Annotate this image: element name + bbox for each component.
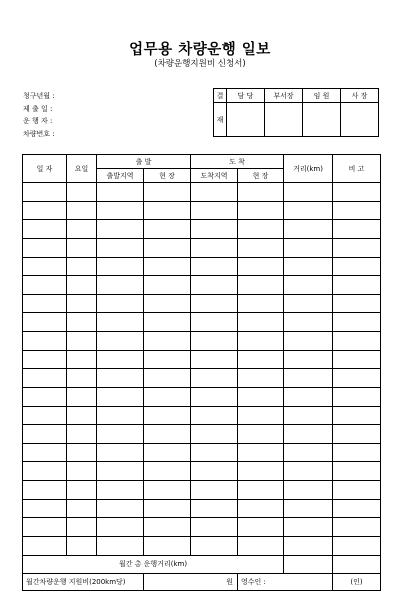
date-cell[interactable] — [23, 369, 67, 388]
arrive-area-cell[interactable] — [191, 369, 238, 388]
table-row — [23, 350, 381, 369]
day-cell[interactable] — [67, 481, 97, 500]
depart-area-cell[interactable] — [97, 257, 144, 276]
day-cell[interactable] — [67, 443, 97, 462]
table-row — [23, 332, 381, 351]
day-cell[interactable] — [67, 499, 97, 518]
arrive-area-cell[interactable] — [191, 257, 238, 276]
depart-area-cell[interactable] — [97, 443, 144, 462]
arrive-area-cell[interactable] — [191, 350, 238, 369]
table-row — [23, 518, 381, 537]
depart-site-cell[interactable] — [144, 220, 191, 239]
table-row — [23, 183, 381, 202]
note-cell[interactable] — [333, 462, 381, 481]
approval-sign-cell[interactable] — [341, 103, 379, 137]
note-cell[interactable] — [333, 350, 381, 369]
depart-site-cell[interactable] — [144, 183, 191, 202]
distance-cell[interactable] — [284, 387, 333, 406]
approval-sign-cell[interactable] — [227, 103, 265, 137]
seal-label: (인) — [333, 573, 381, 590]
col-depart-header: 출 발 — [97, 155, 191, 169]
distance-cell[interactable] — [284, 518, 333, 537]
table-row — [23, 294, 381, 313]
depart-area-cell[interactable] — [97, 499, 144, 518]
depart-area-cell[interactable] — [97, 183, 144, 202]
day-cell[interactable] — [67, 238, 97, 257]
depart-site-cell[interactable] — [144, 406, 191, 425]
arrive-site-cell[interactable] — [238, 276, 284, 295]
note-cell[interactable] — [333, 369, 381, 388]
depart-site-cell[interactable] — [144, 536, 191, 555]
note-cell[interactable] — [333, 276, 381, 295]
depart-area-cell[interactable] — [97, 387, 144, 406]
distance-cell[interactable] — [284, 536, 333, 555]
arrive-site-cell[interactable] — [238, 183, 284, 202]
info-block — [23, 90, 55, 140]
depart-area-cell[interactable] — [97, 332, 144, 351]
arrive-site-cell[interactable] — [238, 369, 284, 388]
distance-cell[interactable] — [284, 313, 333, 332]
day-cell[interactable] — [67, 276, 97, 295]
depart-site-cell[interactable] — [144, 350, 191, 369]
arrive-site-cell[interactable] — [238, 443, 284, 462]
depart-site-cell[interactable] — [144, 294, 191, 313]
arrive-site-cell[interactable] — [238, 462, 284, 481]
arrive-area-cell[interactable] — [191, 387, 238, 406]
table-row — [23, 387, 381, 406]
sub-depart-site-header: 현 장 — [144, 169, 191, 183]
day-cell[interactable] — [67, 462, 97, 481]
distance-cell[interactable] — [284, 406, 333, 425]
col-note-header: 비 고 — [333, 155, 381, 183]
day-cell[interactable] — [67, 387, 97, 406]
distance-cell[interactable] — [284, 425, 333, 444]
sub-arrive-site-header: 현 장 — [238, 169, 284, 183]
depart-site-cell[interactable] — [144, 276, 191, 295]
approval-sign-cell[interactable] — [265, 103, 303, 137]
depart-area-cell[interactable] — [97, 536, 144, 555]
depart-area-cell[interactable] — [97, 350, 144, 369]
depart-site-cell[interactable] — [144, 425, 191, 444]
col-arrive-header: 도 착 — [191, 155, 284, 169]
sub-arrive-area-header: 도착지역 — [191, 169, 238, 183]
distance-cell[interactable] — [284, 369, 333, 388]
approval-role-executive: 임 원 — [303, 89, 341, 103]
arrive-area-cell[interactable] — [191, 294, 238, 313]
arrive-area-cell[interactable] — [191, 276, 238, 295]
approval-role-dept-head: 부서장 — [265, 89, 303, 103]
distance-cell[interactable] — [284, 499, 333, 518]
arrive-area-cell[interactable] — [191, 201, 238, 220]
day-cell[interactable] — [67, 332, 97, 351]
depart-site-cell[interactable] — [144, 313, 191, 332]
date-cell[interactable] — [23, 406, 67, 425]
col-date-header: 일 자 — [23, 155, 67, 183]
table-row — [23, 220, 381, 239]
note-cell[interactable] — [333, 313, 381, 332]
note-cell[interactable] — [333, 536, 381, 555]
depart-site-cell[interactable] — [144, 481, 191, 500]
note-cell[interactable] — [333, 387, 381, 406]
date-cell[interactable] — [23, 201, 67, 220]
depart-area-cell[interactable] — [97, 238, 144, 257]
table-row — [23, 201, 381, 220]
submit-date-label: 제 출 일 : — [23, 104, 53, 113]
table-row — [23, 481, 381, 500]
day-cell[interactable] — [67, 536, 97, 555]
date-cell[interactable] — [23, 220, 67, 239]
depart-area-cell[interactable] — [97, 425, 144, 444]
note-cell[interactable] — [333, 481, 381, 500]
receiver-label: 영수인 : — [238, 573, 333, 590]
depart-area-cell[interactable] — [97, 406, 144, 425]
arrive-site-cell[interactable] — [238, 499, 284, 518]
approval-box — [213, 88, 379, 137]
date-cell[interactable] — [23, 294, 67, 313]
approval-role-president: 사 장 — [341, 89, 379, 103]
day-cell[interactable] — [67, 201, 97, 220]
arrive-site-cell[interactable] — [238, 332, 284, 351]
depart-site-cell[interactable] — [144, 201, 191, 220]
day-cell[interactable] — [67, 220, 97, 239]
arrive-site-cell[interactable] — [238, 425, 284, 444]
driver-label: 운 행 자 : — [23, 117, 53, 125]
arrive-area-cell[interactable] — [191, 518, 238, 537]
note-cell[interactable] — [333, 220, 381, 239]
arrive-area-cell[interactable] — [191, 238, 238, 257]
date-cell[interactable] — [23, 183, 67, 202]
date-cell[interactable] — [23, 536, 67, 555]
form-title: 업무용 차량운행 일보 — [129, 42, 271, 58]
day-cell[interactable] — [67, 183, 97, 202]
day-cell[interactable] — [67, 406, 97, 425]
date-cell[interactable] — [23, 350, 67, 369]
date-cell[interactable] — [23, 481, 67, 500]
depart-area-cell[interactable] — [97, 294, 144, 313]
day-cell[interactable] — [67, 518, 97, 537]
distance-cell[interactable] — [284, 332, 333, 351]
day-cell[interactable] — [67, 425, 97, 444]
arrive-site-cell[interactable] — [238, 350, 284, 369]
col-day-header: 요일 — [67, 155, 97, 183]
day-cell[interactable] — [67, 294, 97, 313]
note-cell[interactable] — [333, 499, 381, 518]
table-row — [23, 443, 381, 462]
note-cell[interactable] — [333, 257, 381, 276]
date-cell[interactable] — [23, 462, 67, 481]
depart-area-cell[interactable] — [97, 462, 144, 481]
arrive-area-cell[interactable] — [191, 332, 238, 351]
date-cell[interactable] — [23, 443, 67, 462]
approval-sign-cell[interactable] — [303, 103, 341, 137]
note-cell[interactable] — [333, 183, 381, 202]
sub-depart-area-header: 출발지역 — [97, 169, 144, 183]
depart-site-cell[interactable] — [144, 462, 191, 481]
monthly-allowance-label: 월간차량운행 지원비(200km당) — [23, 573, 144, 590]
distance-cell[interactable] — [284, 481, 333, 500]
table-row — [23, 499, 381, 518]
distance-cell[interactable] — [284, 220, 333, 239]
depart-site-cell[interactable] — [144, 387, 191, 406]
arrive-site-cell[interactable] — [238, 294, 284, 313]
billing-month-label: 청구년월 : — [23, 92, 55, 100]
arrive-site-cell[interactable] — [238, 313, 284, 332]
note-cell[interactable] — [333, 294, 381, 313]
arrive-area-cell[interactable] — [191, 499, 238, 518]
depart-site-cell[interactable] — [144, 257, 191, 276]
table-row — [23, 536, 381, 555]
table-row — [23, 313, 381, 332]
distance-cell[interactable] — [284, 257, 333, 276]
arrive-area-cell[interactable] — [191, 462, 238, 481]
form-subtitle: (차량운행지원비 신청서) — [154, 59, 246, 69]
date-cell[interactable] — [23, 518, 67, 537]
date-cell[interactable] — [23, 238, 67, 257]
depart-site-cell[interactable] — [144, 499, 191, 518]
note-cell[interactable] — [333, 201, 381, 220]
distance-cell[interactable] — [284, 294, 333, 313]
arrive-site-cell[interactable] — [238, 201, 284, 220]
distance-cell[interactable] — [284, 350, 333, 369]
arrive-site-cell[interactable] — [238, 387, 284, 406]
depart-site-cell[interactable] — [144, 369, 191, 388]
table-row — [23, 462, 381, 481]
arrive-site-cell[interactable] — [238, 257, 284, 276]
table-row — [23, 369, 381, 388]
arrive-site-cell[interactable] — [238, 238, 284, 257]
date-cell[interactable] — [23, 332, 67, 351]
approval-side-top: 결 — [214, 89, 227, 103]
note-cell[interactable] — [333, 443, 381, 462]
arrive-area-cell[interactable] — [191, 313, 238, 332]
arrive-site-cell[interactable] — [238, 518, 284, 537]
distance-cell[interactable] — [284, 201, 333, 220]
distance-cell[interactable] — [284, 276, 333, 295]
note-cell[interactable] — [333, 238, 381, 257]
table-row — [23, 238, 381, 257]
depart-site-cell[interactable] — [144, 238, 191, 257]
day-cell[interactable] — [67, 313, 97, 332]
col-distance-header: 거리(km) — [284, 155, 333, 183]
day-cell[interactable] — [67, 350, 97, 369]
depart-site-cell[interactable] — [144, 518, 191, 537]
arrive-area-cell[interactable] — [191, 443, 238, 462]
note-cell[interactable] — [333, 518, 381, 537]
distance-cell[interactable] — [284, 183, 333, 202]
depart-area-cell[interactable] — [97, 313, 144, 332]
depart-site-cell[interactable] — [144, 332, 191, 351]
arrive-area-cell[interactable] — [191, 220, 238, 239]
arrive-area-cell[interactable] — [191, 536, 238, 555]
monthly-total-value[interactable] — [284, 555, 333, 573]
date-cell[interactable] — [23, 276, 67, 295]
distance-cell[interactable] — [284, 462, 333, 481]
note-cell[interactable] — [333, 425, 381, 444]
date-cell[interactable] — [23, 387, 67, 406]
approval-role-manager: 담 당 — [227, 89, 265, 103]
depart-area-cell[interactable] — [97, 220, 144, 239]
arrive-area-cell[interactable] — [191, 183, 238, 202]
date-cell[interactable] — [23, 257, 67, 276]
approval-side-bottom: 재 — [214, 103, 227, 137]
table-row — [23, 406, 381, 425]
depart-area-cell[interactable] — [97, 481, 144, 500]
monthly-total-note[interactable] — [333, 555, 381, 573]
trip-log-table — [22, 154, 381, 591]
distance-cell[interactable] — [284, 238, 333, 257]
arrive-site-cell[interactable] — [238, 220, 284, 239]
arrive-area-cell[interactable] — [191, 481, 238, 500]
table-row — [23, 425, 381, 444]
table-row — [23, 257, 381, 276]
table-row — [23, 276, 381, 295]
depart-area-cell[interactable] — [97, 518, 144, 537]
note-cell[interactable] — [333, 406, 381, 425]
distance-cell[interactable] — [284, 443, 333, 462]
arrive-site-cell[interactable] — [238, 481, 284, 500]
date-cell[interactable] — [23, 499, 67, 518]
day-cell[interactable] — [67, 369, 97, 388]
allowance-unit: 원 — [144, 573, 238, 590]
depart-area-cell[interactable] — [97, 369, 144, 388]
arrive-site-cell[interactable] — [238, 406, 284, 425]
date-cell[interactable] — [23, 425, 67, 444]
note-cell[interactable] — [333, 332, 381, 351]
depart-area-cell[interactable] — [97, 276, 144, 295]
day-cell[interactable] — [67, 257, 97, 276]
depart-site-cell[interactable] — [144, 443, 191, 462]
arrive-area-cell[interactable] — [191, 406, 238, 425]
date-cell[interactable] — [23, 313, 67, 332]
monthly-total-label: 월간 총 운행거리(km) — [23, 555, 284, 573]
depart-area-cell[interactable] — [97, 201, 144, 220]
arrive-area-cell[interactable] — [191, 425, 238, 444]
vehicle-number-label: 차량번호 : — [23, 129, 55, 138]
arrive-site-cell[interactable] — [238, 536, 284, 555]
